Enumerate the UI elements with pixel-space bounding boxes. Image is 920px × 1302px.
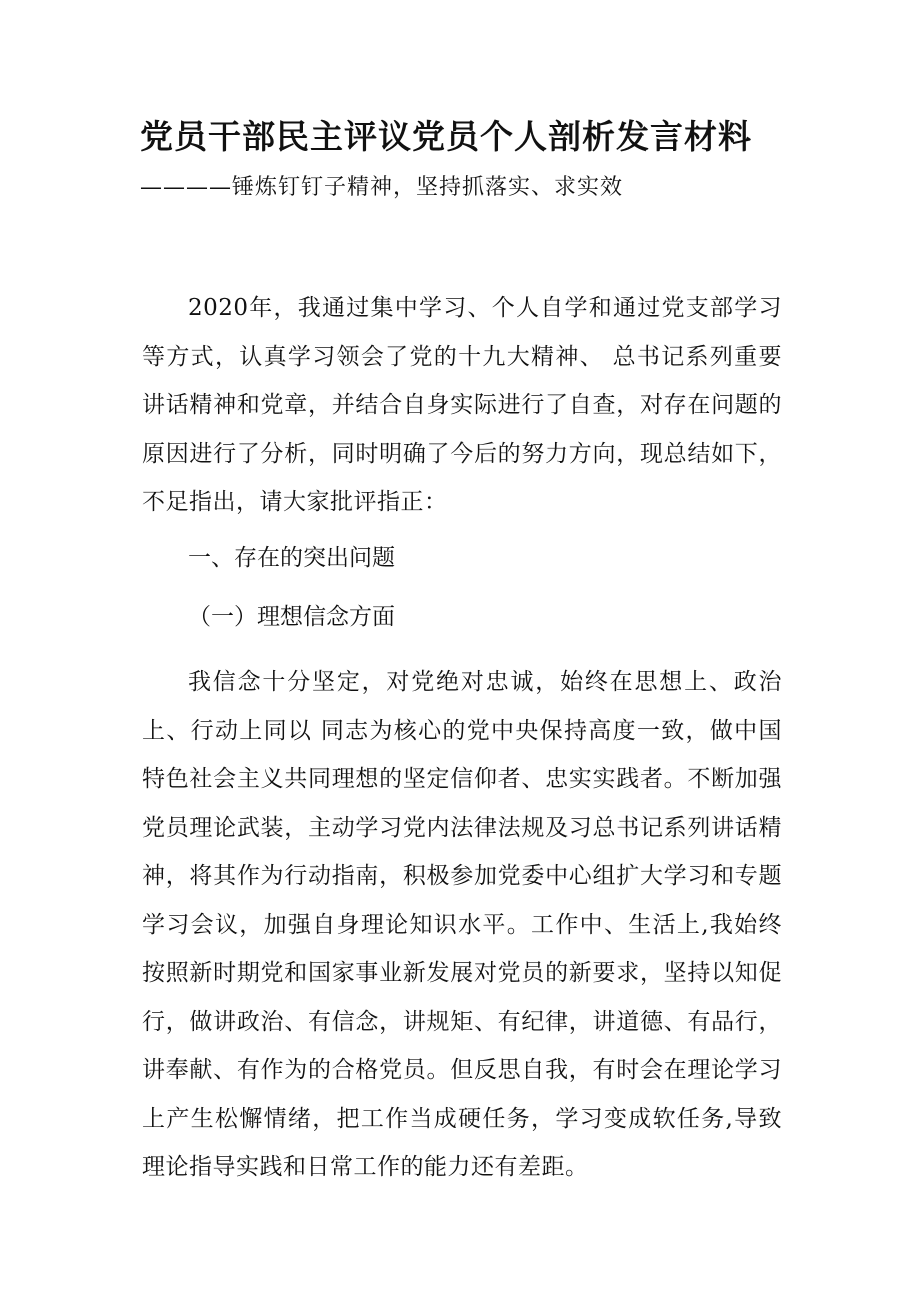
- subsection-heading: （一）理想信念方面: [188, 604, 395, 630]
- body-block: [142, 658, 782, 1192]
- document-title: 党员干部民主评议党员个人剖析发言材料: [140, 117, 752, 156]
- intro-block: [142, 284, 782, 527]
- intro-paragraph: 2020年，我通过集中学习、个人自学和通过党支部学习等方式，认真学习领会了党的十九大精神、 总书记系列重要讲话精神和党章，并结合自身实际进行了自查，对存在问题的原因进行了分析，同时明确了今后的努力方向，现总结如下，不足指出，请大家批评指正：: [142, 295, 782, 515]
- body-paragraph: 我信念十分坚定，对党绝对忠诚，始终在思想上、政治上、行动上同以 同志为核心的党中央保持高度一致，做中国特色社会主义共同理想的坚定信仰者、忠实实践者。不断加强党员理论武装，主动学习党内法律法规及习总书记系列讲话精神，将其作为行动指南，积极参加党委中心组扩大学习和专题学习会议，加强自身理论知识水平。工作中、生活上,我始终按照新时期党和国家事业新发展对党员的新要求，坚持以知促行，做讲政治、有信念，讲规矩、有纪律，讲道德、有品行，讲奉献、有作为的合格党员。但反思自我，有时会在理论学习上产生松懈情绪，把工作当成硬任务，学习变成软任务,导致理论指导实践和日常工作的能力还有差距。: [142, 669, 782, 1180]
- document-subtitle: ————锤炼钉钉子精神，坚持抓落实、求实效: [140, 175, 624, 200]
- section-heading: 一、存在的突出问题: [188, 545, 395, 571]
